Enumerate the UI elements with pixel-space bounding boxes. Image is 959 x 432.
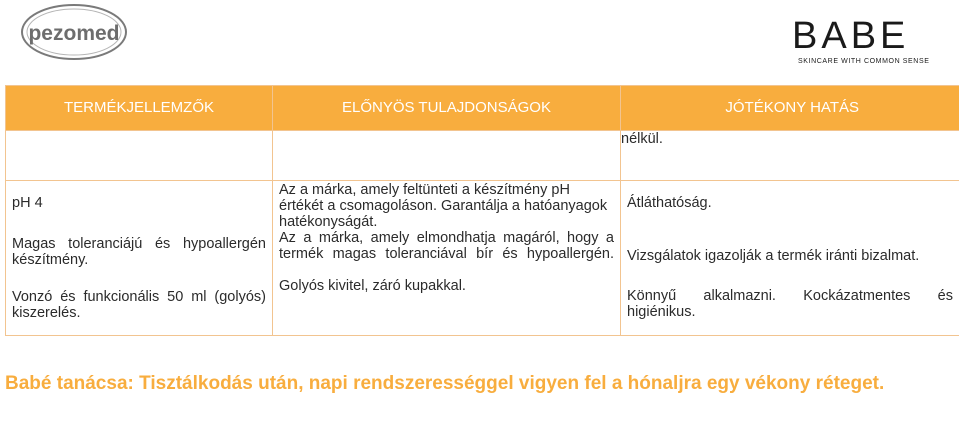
advantage-item: Az a márka, amely elmondhatja magáról, hogy a termék magas toleranciával bír és hypoallergén. bbox=[279, 230, 614, 262]
babe-wordmark: BABE bbox=[792, 15, 910, 57]
table-row bbox=[6, 131, 959, 181]
babe-logo bbox=[792, 17, 942, 69]
advantage-item: Golyós kivitel, záró kupakkal. bbox=[279, 278, 466, 294]
benefit-item: Vizsgálatok igazolják a termék iránti bizalmat. bbox=[627, 248, 920, 264]
continued-text: nélkül. bbox=[621, 131, 663, 147]
features-cell bbox=[6, 181, 273, 336]
product-table bbox=[5, 85, 959, 336]
benefits-cell bbox=[621, 181, 959, 336]
feature-item: pH 4 bbox=[12, 195, 43, 211]
advice-text: Babé tanácsa: Tisztálkodás után, napi rendszerességgel vigyen fel a hónaljra egy vékony réteget. bbox=[5, 373, 885, 394]
header-benefits: JÓTÉKONY HATÁS bbox=[621, 86, 959, 131]
header-advantages: ELŐNYÖS TULAJDONSÁGOK bbox=[273, 86, 621, 131]
table-header-row bbox=[6, 86, 959, 131]
benefit-item: Átláthatóság. bbox=[627, 195, 712, 211]
header-features: TERMÉKJELLEMZŐK bbox=[6, 86, 273, 131]
advantage-item: Az a márka, amely feltünteti a készítmény pH értékét a csomagoláson. Garantálja a hatóanyagok hatékonyságát. bbox=[279, 182, 608, 230]
pezomed-logo bbox=[20, 3, 128, 61]
babe-tagline: SKINCARE WITH COMMON SENSE bbox=[798, 58, 930, 65]
pezomed-wordmark: pezomed bbox=[28, 22, 120, 45]
benefit-item: Könnyű alkalmazni. Kockázatmentes és higiénikus. bbox=[627, 288, 953, 320]
advantages-cell bbox=[273, 181, 621, 336]
feature-item: Magas toleranciájú és hypoallergén készítmény. bbox=[12, 236, 266, 268]
feature-item: Vonzó és funkcionális 50 ml (golyós) kiszerelés. bbox=[12, 289, 266, 321]
table-row bbox=[6, 181, 959, 336]
